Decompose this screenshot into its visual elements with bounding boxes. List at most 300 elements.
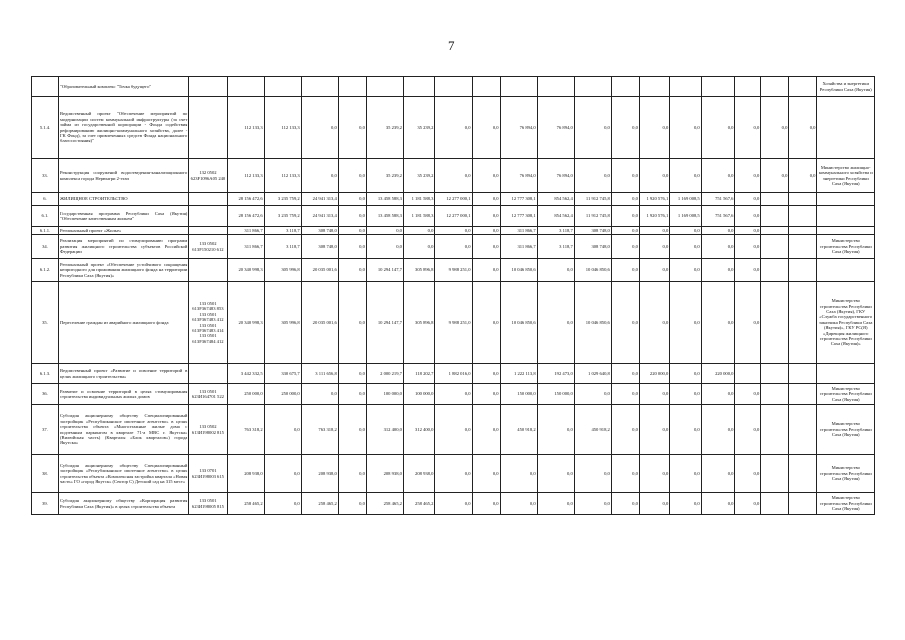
amount-cell: 208 938,0 — [403, 455, 434, 493]
amount-cell — [735, 364, 761, 384]
amount-cell: 854 562,4 — [537, 206, 574, 227]
budget-code-cell: 133 0502 613И198002 815 — [189, 405, 227, 455]
page-number: 7 — [448, 38, 455, 53]
amount-cell: 0,0 — [472, 159, 500, 193]
amount-cell: 311 866,7 — [500, 235, 537, 259]
amount-cell: 308 748,0 — [301, 227, 338, 235]
amount-cell: 0,0 — [435, 455, 472, 493]
amount-cell: 0,0 — [670, 384, 701, 405]
amount-cell: 1 181 588,3 — [403, 193, 434, 206]
amount-cell: 0,0 — [264, 455, 301, 493]
amount-cell: 0,0 — [611, 493, 639, 515]
amount-cell: 0,0 — [472, 493, 500, 515]
executor-cell: Министерство строительства Республики Саха (Якутия) — [817, 455, 875, 493]
row-name-cell: Субсидия акционерному обществу «Корпорация развития Республики Саха (Якутия)» в целях строительства объекта — [58, 493, 188, 515]
amount-cell: 751 567,6 — [701, 206, 735, 227]
amount-cell: 0,0 — [670, 405, 701, 455]
amount-cell: 0,0 — [435, 97, 472, 159]
amount-cell — [500, 77, 537, 97]
amount-cell: 0,0 — [574, 384, 611, 405]
table-row — [32, 227, 875, 235]
amount-cell: 12 777 308,1 — [500, 193, 537, 206]
amount-cell — [701, 77, 735, 97]
amount-cell: 0,0 — [574, 97, 611, 159]
amount-cell: 0,0 — [701, 493, 735, 515]
row-name-cell: Реконструкция сооружений водоотведения-канализационного комплекса города Нерюнгри 2-этап — [58, 159, 188, 193]
amount-cell — [789, 206, 817, 227]
amount-cell — [789, 282, 817, 364]
row-number-cell: 38. — [32, 455, 59, 493]
amount-cell: 0,0 — [670, 493, 701, 515]
table-row — [32, 193, 875, 206]
amount-cell: 2 000 219,7 — [366, 364, 403, 384]
amount-cell: 1 169 008,5 — [670, 193, 701, 206]
amount-cell: 220 000,0 — [701, 364, 735, 384]
amount-cell: 118 202,7 — [403, 364, 434, 384]
amount-cell: 0,0 — [670, 455, 701, 493]
amount-cell: 0,0 — [338, 97, 366, 159]
row-number-cell: 6.1.1. — [32, 227, 59, 235]
amount-cell — [761, 405, 789, 455]
amount-cell: 0,0 — [435, 227, 472, 235]
amount-cell — [611, 77, 639, 97]
amount-cell: 20 035 001,6 — [301, 282, 338, 364]
amount-cell: 0,0 — [338, 227, 366, 235]
amount-cell: 0,0 — [264, 405, 301, 455]
amount-cell: 0,0 — [789, 97, 817, 159]
amount-cell: 0,0 — [639, 259, 669, 282]
amount-cell — [435, 77, 472, 97]
budget-code-cell — [189, 364, 227, 384]
amount-cell: 0,0 — [472, 455, 500, 493]
amount-cell: 450 918,2 — [574, 405, 611, 455]
row-name-cell: "Образовательный комплекс "Точка будущего" — [58, 77, 188, 97]
amount-cell: 0,0 — [435, 405, 472, 455]
budget-code-cell — [189, 227, 227, 235]
amount-cell: 11 912 745,8 — [574, 193, 611, 206]
amount-cell: 10 046 850,6 — [574, 282, 611, 364]
amount-cell — [761, 193, 789, 206]
amount-cell: 0,0 — [611, 206, 639, 227]
budget-code-cell: 133 0701 623И198003 615 — [189, 455, 227, 493]
amount-cell: 208 938,0 — [301, 455, 338, 493]
amount-cell: 0,0 — [611, 282, 639, 364]
amount-cell: 0,0 — [701, 282, 735, 364]
executor-cell: Министерство строительства Республики Саха (Якутия) — [817, 384, 875, 405]
amount-cell: 312 400,0 — [403, 405, 434, 455]
amount-cell — [789, 259, 817, 282]
amount-cell: 0,0 — [701, 235, 735, 259]
amount-cell: 0,0 — [338, 193, 366, 206]
amount-cell: 12 777 308,1 — [500, 206, 537, 227]
amount-cell: 10 046 850,6 — [500, 282, 537, 364]
amount-cell — [789, 384, 817, 405]
budget-code-cell — [189, 77, 227, 97]
amount-cell: 1 222 113,8 — [500, 364, 537, 384]
amount-cell: 0,0 — [500, 455, 537, 493]
amount-cell: 0,0 — [366, 235, 403, 259]
amount-cell: 0,0 — [670, 97, 701, 159]
table-row — [32, 384, 875, 405]
amount-cell: 308 748,0 — [574, 227, 611, 235]
amount-cell: 0,0 — [472, 193, 500, 206]
amount-cell: 208 938,0 — [366, 455, 403, 493]
table-row — [32, 159, 875, 193]
amount-cell: 0,0 — [735, 159, 761, 193]
table-row — [32, 259, 875, 282]
amount-cell: 0,0 — [701, 159, 735, 193]
amount-cell: 0,0 — [701, 455, 735, 493]
amount-cell: 35 239,2 — [403, 97, 434, 159]
amount-cell: 0,0 — [435, 159, 472, 193]
amount-cell: 0,0 — [670, 227, 701, 235]
amount-cell: 0,0 — [701, 97, 735, 159]
amount-cell — [789, 77, 817, 97]
amount-cell: 0,0 — [639, 384, 669, 405]
amount-cell: 220 000,0 — [639, 364, 669, 384]
amount-cell: 308 748,0 — [574, 235, 611, 259]
amount-cell — [761, 259, 789, 282]
table-row — [32, 206, 875, 227]
executor-cell — [817, 206, 875, 227]
amount-cell: 3 118,7 — [264, 227, 301, 235]
amount-cell — [761, 493, 789, 515]
amount-cell — [761, 77, 789, 97]
budget-code-cell: 132 0502 623F1096А05 240 — [189, 159, 227, 193]
amount-cell — [761, 235, 789, 259]
amount-cell: 11 912 745,8 — [574, 206, 611, 227]
amount-cell: 0,0 — [670, 282, 701, 364]
amount-cell: 250 000,0 — [227, 384, 264, 405]
amount-cell: 0,0 — [435, 493, 472, 515]
amount-cell — [537, 77, 574, 97]
amount-cell — [264, 77, 301, 97]
amount-cell: 0,0 — [472, 97, 500, 159]
amount-cell: 0,0 — [639, 405, 669, 455]
amount-cell: 763 318,2 — [227, 405, 264, 455]
amount-cell: 3 118,7 — [264, 235, 301, 259]
row-number-cell: 6.1. — [32, 206, 59, 227]
amount-cell: 28 156 472,6 — [227, 206, 264, 227]
amount-cell: 0,0 — [611, 159, 639, 193]
budget-code-cell — [189, 193, 227, 206]
row-number-cell: 6.1.2. — [32, 259, 59, 282]
amount-cell: 208 938,0 — [227, 455, 264, 493]
amount-cell: 0,0 — [701, 405, 735, 455]
amount-cell: 305 996,8 — [264, 282, 301, 364]
amount-cell: 20 340 998,3 — [227, 282, 264, 364]
amount-cell: 0,0 — [338, 259, 366, 282]
table-row — [32, 235, 875, 259]
amount-cell: 1 029 640,8 — [574, 364, 611, 384]
row-name-cell: Региональный проект «Обеспечение устойчивого сокращения непригодного для проживания жилищного фонда на территории Республики Саха (Якутия)» — [58, 259, 188, 282]
table-row — [32, 455, 875, 493]
amount-cell: 308 748,0 — [301, 235, 338, 259]
amount-cell: 10 294 147,7 — [366, 282, 403, 364]
amount-cell: 9 988 251,0 — [435, 259, 472, 282]
amount-cell: 0,0 — [789, 159, 817, 193]
amount-cell: 28 156 472,6 — [227, 193, 264, 206]
amount-cell: 10 046 850,6 — [574, 259, 611, 282]
amount-cell — [789, 364, 817, 384]
amount-cell: 751 567,6 — [701, 193, 735, 206]
amount-cell: 0,0 — [701, 227, 735, 235]
amount-cell: 0,0 — [639, 97, 669, 159]
amount-cell: 0,0 — [338, 405, 366, 455]
amount-cell — [789, 235, 817, 259]
amount-cell: 9 988 251,0 — [435, 282, 472, 364]
amount-cell: 0,0 — [574, 455, 611, 493]
executor-cell — [817, 227, 875, 235]
amount-cell: 0,0 — [701, 384, 735, 405]
amount-cell: 1 920 576,1 — [639, 206, 669, 227]
amount-cell: 0,0 — [472, 384, 500, 405]
amount-cell: 854 562,4 — [537, 193, 574, 206]
amount-cell — [789, 405, 817, 455]
amount-cell: 0,0 — [670, 235, 701, 259]
amount-cell: 112 133,3 — [227, 97, 264, 159]
amount-cell: 24 941 313,4 — [301, 193, 338, 206]
amount-cell: 305 996,8 — [264, 259, 301, 282]
table-row — [32, 282, 875, 364]
amount-cell: 0,0 — [338, 384, 366, 405]
amount-cell: 0,0 — [735, 259, 761, 282]
executor-cell: Министерство строительства Республики Саха (Якутия) — [817, 493, 875, 515]
amount-cell: 10 046 850,6 — [500, 259, 537, 282]
amount-cell: 3 442 332,5 — [227, 364, 264, 384]
amount-cell: 0,0 — [338, 493, 366, 515]
amount-cell: 0,0 — [735, 282, 761, 364]
amount-cell: 0,0 — [537, 455, 574, 493]
executor-cell: Министерство строительства Республики Саха (Якутия), ГКУ «Служба государственного заказчика Республики Саха (Якутия)», ГКУ РС(Я) «Дирекция жилищного строительства Республики Саха (Якутия)» — [817, 282, 875, 364]
amount-cell: 258 465,2 — [366, 493, 403, 515]
amount-cell: 0,0 — [301, 97, 338, 159]
row-name-cell: Ведомственный проект "Обеспечение мероприятий по модернизации систем коммунальной инфраструктуры (за счет займа из государственной корпорации - Фонда содействия реформированию жилищно-коммунального хозяйства, далее - ГК Фонд), за счет привлеченных средств Фонда национального благосостояния)" — [58, 97, 188, 159]
table-row — [32, 493, 875, 515]
amount-cell: 0,0 — [611, 364, 639, 384]
amount-cell: 0,0 — [574, 493, 611, 515]
amount-cell: 0,0 — [701, 259, 735, 282]
amount-cell: 35 239,2 — [403, 159, 434, 193]
amount-cell: 3 118,7 — [537, 235, 574, 259]
amount-cell: 0,0 — [735, 493, 761, 515]
amount-cell: 0,0 — [574, 159, 611, 193]
amount-cell: 0,0 — [611, 384, 639, 405]
amount-cell: 100 000,0 — [366, 384, 403, 405]
amount-cell — [789, 493, 817, 515]
amount-cell: 311 866,7 — [227, 227, 264, 235]
amount-cell: 0,0 — [403, 227, 434, 235]
amount-cell: 330 675,7 — [264, 364, 301, 384]
amount-cell: 0,0 — [264, 493, 301, 515]
amount-cell: 100 000,0 — [403, 384, 434, 405]
amount-cell — [761, 455, 789, 493]
amount-cell: 3 111 656,8 — [301, 364, 338, 384]
amount-cell: 0,0 — [761, 97, 789, 159]
amount-cell: 35 239,2 — [366, 97, 403, 159]
row-number-cell: 39. — [32, 493, 59, 515]
amount-cell: 305 896,8 — [403, 259, 434, 282]
amount-cell: 258 465,2 — [301, 493, 338, 515]
amount-cell: 258 465,2 — [403, 493, 434, 515]
amount-cell: 0,0 — [338, 206, 366, 227]
amount-cell — [761, 384, 789, 405]
row-name-cell: Ведомственный проект «Развитие и освоение территорий в целях жилищного строительства» — [58, 364, 188, 384]
amount-cell: 0,0 — [611, 97, 639, 159]
amount-cell: 150 000,0 — [537, 384, 574, 405]
amount-cell: 0,0 — [472, 405, 500, 455]
amount-cell: 0,0 — [472, 364, 500, 384]
amount-cell: 0,0 — [611, 193, 639, 206]
amount-cell: 0,0 — [301, 159, 338, 193]
amount-cell: 0,0 — [537, 493, 574, 515]
amount-cell: 0,0 — [670, 364, 701, 384]
row-name-cell: Государственная программа Республики Саха (Якутия) "Обеспечение качественным жильем" — [58, 206, 188, 227]
amount-cell: 312 400,0 — [366, 405, 403, 455]
amount-cell: 13 458 588,3 — [366, 206, 403, 227]
amount-cell: 311 866,7 — [227, 235, 264, 259]
amount-cell: 1 181 588,3 — [403, 206, 434, 227]
amount-cell: 12 277 000,1 — [435, 193, 472, 206]
table-row — [32, 77, 875, 97]
row-name-cell: Развитие и освоение территорий в целях стимулирования строительства индивидуальных жилых домов — [58, 384, 188, 405]
row-name-cell: Реализация мероприятий по стимулированию программ развития жилищного строительства субъектов Российской Федерации — [58, 235, 188, 259]
amount-cell: 76 894,0 — [500, 97, 537, 159]
amount-cell: 0,0 — [403, 235, 434, 259]
amount-cell — [735, 77, 761, 97]
row-number-cell: 36. — [32, 384, 59, 405]
amount-cell: 0,0 — [472, 282, 500, 364]
amount-cell: 763 318,2 — [301, 405, 338, 455]
row-number-cell: 6. — [32, 193, 59, 206]
amount-cell: 0,0 — [537, 259, 574, 282]
amount-cell: 192 473,0 — [537, 364, 574, 384]
amount-cell: 3 118,7 — [537, 227, 574, 235]
amount-cell: 0,0 — [537, 405, 574, 455]
row-name-cell: Переселение граждан из аварийного жилищного фонда — [58, 282, 188, 364]
amount-cell — [472, 77, 500, 97]
budget-code-cell — [189, 259, 227, 282]
executor-cell — [817, 364, 875, 384]
amount-cell — [301, 77, 338, 97]
amount-cell: 0,0 — [472, 206, 500, 227]
amount-cell: 0,0 — [435, 384, 472, 405]
budget-code-cell — [189, 206, 227, 227]
amount-cell: 0,0 — [338, 364, 366, 384]
budget-code-cell: 133 0501 623И164701 522 — [189, 384, 227, 405]
amount-cell: 1 882 016,0 — [435, 364, 472, 384]
amount-cell — [761, 227, 789, 235]
amount-cell: 20 340 998,3 — [227, 259, 264, 282]
amount-cell — [789, 227, 817, 235]
amount-cell: 0,0 — [472, 259, 500, 282]
amount-cell: 20 035 001,6 — [301, 259, 338, 282]
amount-cell — [670, 77, 701, 97]
amount-cell — [574, 77, 611, 97]
row-name-cell: ЖИЛИЩНОЕ СТРОИТЕЛЬСТВО — [58, 193, 188, 206]
amount-cell — [789, 193, 817, 206]
amount-cell: 112 133,3 — [264, 159, 301, 193]
amount-cell: 0,0 — [639, 159, 669, 193]
row-number-cell: 37. — [32, 405, 59, 455]
amount-cell: 0,0 — [301, 384, 338, 405]
amount-cell: 0,0 — [670, 259, 701, 282]
amount-cell — [789, 455, 817, 493]
executor-cell: Министерство жилищно-коммунального хозяйства и энергетики Республики Саха (Якутия) — [817, 159, 875, 193]
amount-cell: 0,0 — [735, 227, 761, 235]
amount-cell — [227, 77, 264, 97]
amount-cell: 0,0 — [537, 282, 574, 364]
amount-cell: 0,0 — [338, 282, 366, 364]
amount-cell — [403, 77, 434, 97]
amount-cell: 0,0 — [338, 235, 366, 259]
budget-table — [31, 76, 875, 515]
amount-cell: 0,0 — [670, 159, 701, 193]
budget-code-cell: 133 0501 623И198005 815 — [189, 493, 227, 515]
table-row — [32, 97, 875, 159]
amount-cell: 305 896,8 — [403, 282, 434, 364]
amount-cell: 76 894,0 — [500, 159, 537, 193]
executor-cell — [817, 259, 875, 282]
row-name-cell: Региональный проект «Жилье» — [58, 227, 188, 235]
amount-cell: 0,0 — [338, 159, 366, 193]
executor-cell: Министерство строительства Республики Саха (Якутия) — [817, 235, 875, 259]
row-name-cell: Субсидия акционерному обществу Специализированный застройщик «Республиканское ипотечное агентство» в целях строительства объекта «Многоэтажные жилые дома с подземным паркингом в квартале 71-а МВС г. Якутска» (Вилюйская часть) (Кварталы «Блок кварталов») города Якутска» — [58, 405, 188, 455]
amount-cell: 0,0 — [735, 97, 761, 159]
amount-cell: 0,0 — [735, 206, 761, 227]
amount-cell: 0,0 — [435, 235, 472, 259]
amount-cell: 1 169 008,5 — [670, 206, 701, 227]
amount-cell: 0,0 — [639, 493, 669, 515]
amount-cell: 112 133,3 — [227, 159, 264, 193]
amount-cell — [366, 77, 403, 97]
amount-cell: 0,0 — [611, 227, 639, 235]
budget-code-cell — [189, 97, 227, 159]
amount-cell — [761, 364, 789, 384]
amount-cell — [639, 77, 669, 97]
amount-cell: 0,0 — [639, 282, 669, 364]
amount-cell: 0,0 — [366, 227, 403, 235]
row-number-cell — [32, 77, 59, 97]
amount-cell — [338, 77, 366, 97]
row-number-cell: 34. — [32, 235, 59, 259]
amount-cell: 12 277 000,1 — [435, 206, 472, 227]
executor-cell: Хозяйства и энергетики Республики Саха (Якутия) — [817, 77, 875, 97]
executor-cell — [817, 97, 875, 159]
amount-cell: 13 458 588,3 — [366, 193, 403, 206]
amount-cell: 0,0 — [735, 405, 761, 455]
budget-code-cell: 133 0501 613F367483 853 133 0501 613F367483 412 133 0501 613F367483 414 133 0501 613F367484 412 — [189, 282, 227, 364]
table-row — [32, 405, 875, 455]
amount-cell: 3 235 759,2 — [264, 206, 301, 227]
amount-cell: 1 920 576,1 — [639, 193, 669, 206]
row-number-cell: 5.1.4. — [32, 97, 59, 159]
amount-cell: 10 294 147,7 — [366, 259, 403, 282]
table-row — [32, 364, 875, 384]
amount-cell: 0,0 — [472, 235, 500, 259]
amount-cell: 0,0 — [735, 384, 761, 405]
amount-cell: 0,0 — [735, 193, 761, 206]
amount-cell: 24 941 313,4 — [301, 206, 338, 227]
amount-cell: 0,0 — [611, 235, 639, 259]
amount-cell: 250 000,0 — [264, 384, 301, 405]
amount-cell: 150 000,0 — [500, 384, 537, 405]
amount-cell: 35 239,2 — [366, 159, 403, 193]
amount-cell: 450 918,2 — [500, 405, 537, 455]
amount-cell: 0,0 — [500, 493, 537, 515]
amount-cell: 0,0 — [611, 259, 639, 282]
executor-cell — [817, 193, 875, 206]
